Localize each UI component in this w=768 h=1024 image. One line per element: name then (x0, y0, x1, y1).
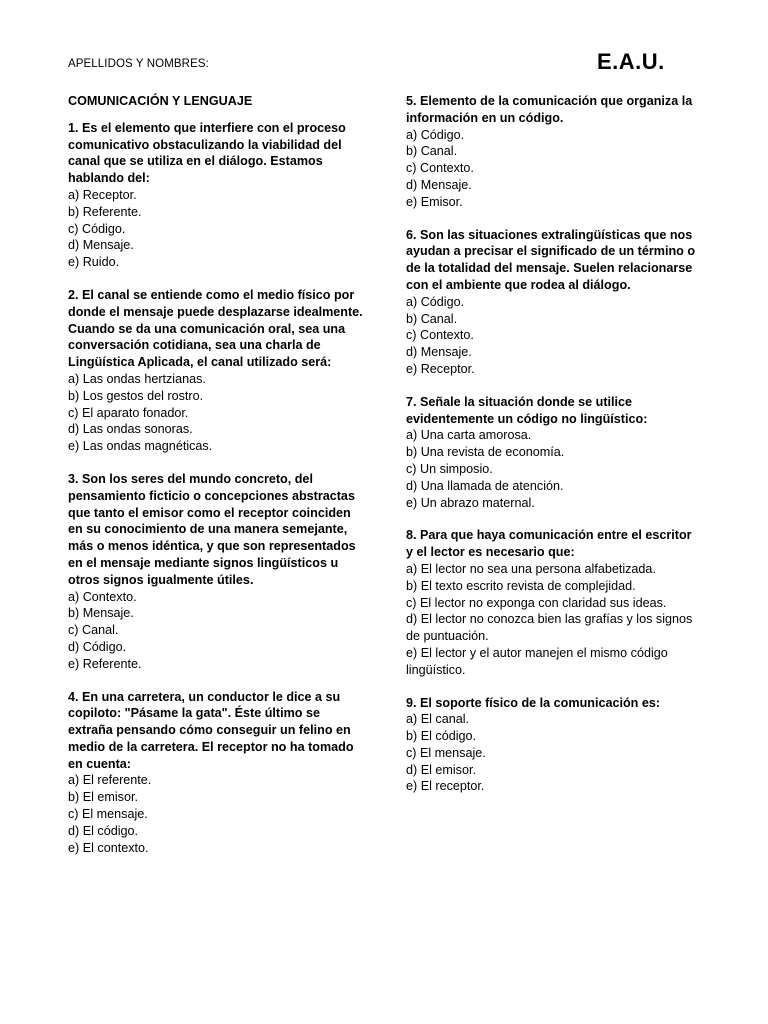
question-stem: 7. Señale la situación donde se utilice evidentemente un código no lingüístico: (406, 394, 648, 426)
question-stem: 9. El soporte físico de la comunicación es: (406, 695, 661, 710)
option-b: b) Los gestos del rostro. (68, 388, 204, 403)
option-d: d) El lector no conozca bien las grafías y los signos de puntuación. (406, 612, 693, 644)
option-b: b) Mensaje. (68, 606, 134, 621)
option-d: d) Mensaje. (406, 345, 472, 360)
name-field-label: APELLIDOS Y NOMBRES: (68, 58, 209, 70)
subject-title: COMUNICACIÓN Y LENGUAJE (68, 94, 253, 108)
option-d: d) El emisor. (406, 762, 476, 777)
brand-title: E.A.U. (597, 49, 665, 74)
option-b: b) Una revista de economía. (406, 445, 565, 460)
option-c: c) Contexto. (406, 328, 474, 343)
option-e: e) Receptor. (406, 361, 475, 376)
option-a: a) Código. (406, 294, 465, 309)
left-column (68, 93, 366, 872)
question-8 (406, 527, 698, 678)
option-c: c) El aparato fonador. (68, 405, 189, 420)
question-6 (406, 227, 698, 378)
option-a: a) El lector no sea una persona alfabetizada. (406, 561, 656, 576)
option-d: d) Mensaje. (68, 238, 134, 253)
question-1 (68, 120, 366, 271)
option-a: a) Las ondas hertzianas. (68, 371, 206, 386)
option-d: d) El código. (68, 823, 139, 838)
option-e: e) Referente. (68, 656, 142, 671)
question-3 (68, 471, 366, 673)
option-e: e) El lector y el autor manejen el mismo código lingüístico. (406, 645, 668, 677)
option-b: b) Canal. (406, 144, 458, 159)
option-c: c) Canal. (68, 623, 119, 638)
option-b: b) El texto escrito revista de complejidad. (406, 578, 636, 593)
option-d: d) Una llamada de atención. (406, 478, 564, 493)
option-e: e) Ruido. (68, 255, 120, 270)
option-c: c) El mensaje. (406, 745, 486, 760)
option-a: a) Receptor. (68, 187, 137, 202)
question-stem: 2. El canal se entiende como el medio físico por donde el mensaje puede desplazarse idealmente. Cuando se da una comunicación oral, sea una conversación cotidiana, sea una charla de Lingüística Aplicada, el canal utilizado será: (68, 287, 363, 370)
option-e: e) Emisor. (406, 194, 463, 209)
question-5 (406, 93, 698, 211)
question-7 (406, 394, 698, 512)
question-4 (68, 689, 366, 857)
option-e: e) El contexto. (68, 840, 149, 855)
option-d: d) Código. (68, 639, 127, 654)
option-a: a) Contexto. (68, 589, 137, 604)
option-c: c) Código. (68, 221, 126, 236)
question-stem: 1. Es el elemento que interfiere con el proceso comunicativo obstaculizando la viabilidad del canal que se utiliza en el diálogo. Estamos hablando del: (68, 120, 346, 186)
right-column (406, 93, 698, 811)
question-stem: 4. En una carretera, un conductor le dice a su copiloto: "Pásame la gata". Éste último se extraña pensando cómo conseguir un felino en medio de la carretera. El receptor no ha tomado en cuenta: (68, 689, 354, 771)
option-c: c) El mensaje. (68, 807, 148, 822)
option-c: c) Contexto. (406, 161, 474, 176)
question-stem: 3. Son los seres del mundo concreto, del pensamiento ficticio o concepciones abstractas que tanto el emisor como el receptor coinciden en su conocimiento de una manera semejante, más o menos idéntica, y que son representados en el mensaje mediante signos lingüísticos u otros signos igualmente útiles. (68, 471, 356, 587)
option-b: b) El emisor. (68, 790, 138, 805)
option-d: d) Mensaje. (406, 177, 472, 192)
question-9 (406, 695, 698, 796)
option-a: a) Código. (406, 127, 465, 142)
option-e: e) Las ondas magnéticas. (68, 439, 213, 454)
question-stem: 5. Elemento de la comunicación que organiza la información en un código. (406, 94, 693, 125)
question-2 (68, 287, 366, 455)
option-c: c) Un simposio. (406, 461, 493, 476)
question-stem: 6. Son las situaciones extralingüísticas que nos ayudan a precisar el significado de un término o de la totalidad del mensaje. Suelen relacionarse con el ambiente que rodea al diálogo. (406, 227, 696, 292)
option-c: c) El lector no exponga con claridad sus ideas. (406, 595, 667, 610)
option-b: b) Canal. (406, 311, 458, 326)
option-b: b) Referente. (68, 204, 142, 219)
option-e: e) Un abrazo maternal. (406, 495, 535, 510)
option-e: e) El receptor. (406, 779, 485, 794)
option-b: b) El código. (406, 729, 477, 744)
option-a: a) El referente. (68, 773, 152, 788)
question-stem: 8. Para que haya comunicación entre el escritor y el lector es necesario que: (406, 528, 692, 560)
option-a: a) Una carta amorosa. (406, 428, 532, 443)
option-d: d) Las ondas sonoras. (68, 422, 193, 437)
option-a: a) El canal. (406, 712, 469, 727)
